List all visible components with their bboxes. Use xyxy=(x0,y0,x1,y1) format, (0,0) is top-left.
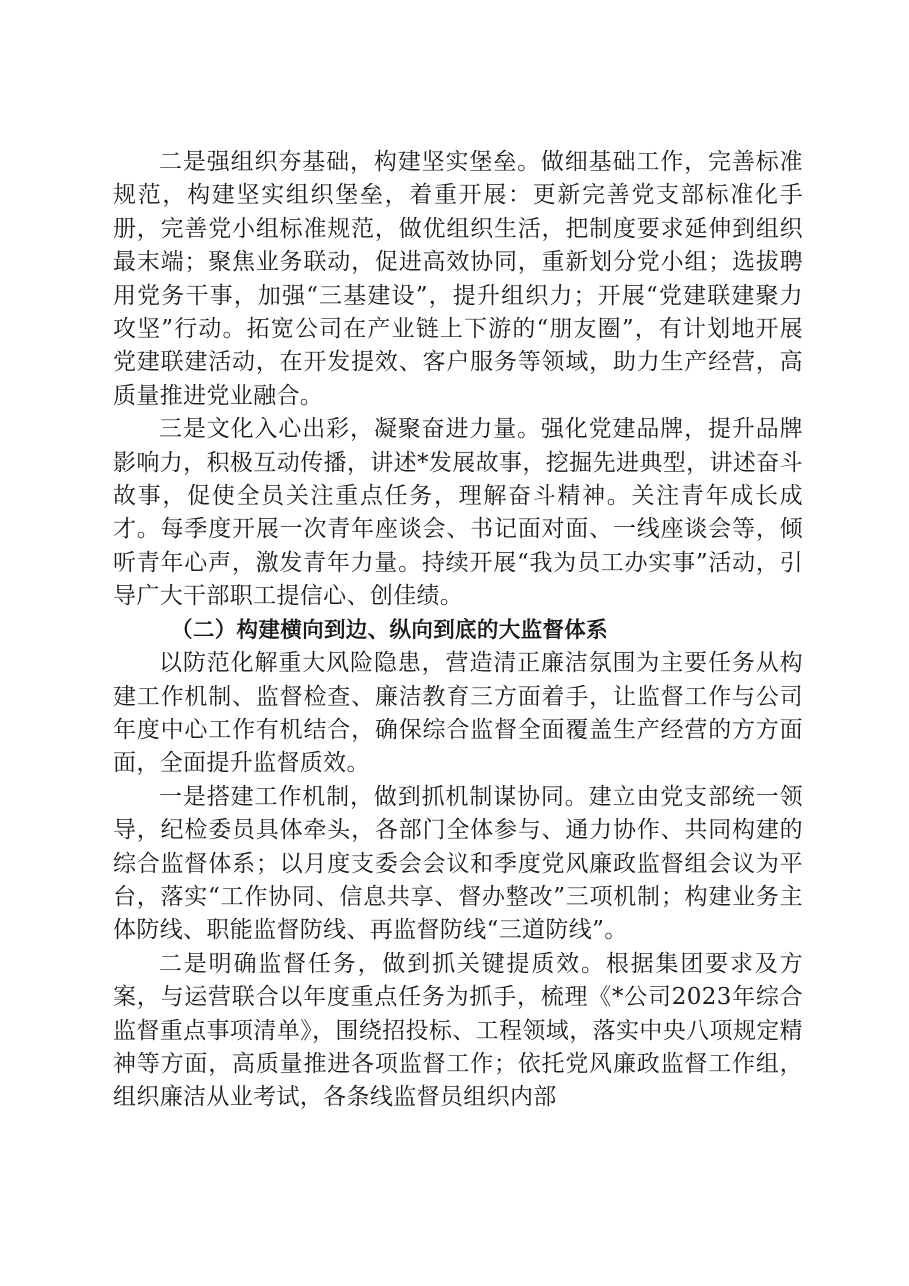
paragraph-supervision-intro: 以防范化解重大风险隐患，营造清正廉洁氛围为主要任务从构建工作机制、监督检查、廉洁教育三方面着手，让监督工作与公司年度中心工作有机结合，确保综合监督全面覆盖生产经营的方方面面，全面提升监督质效。 xyxy=(113,650,803,777)
paragraph-work-mechanism: 一是搭建工作机制，做到抓机制谋协同。建立由党支部统一领导，纪检委员具体牵头，各部门全体参与、通力协作、共同构建的综合监督体系；以月度支委会会议和季度党风廉政监督组会议为平台，落实“工作协同、信息共享、督办整改”三项机制；构建业务主体防线、职能监督防线、再监督防线“三道防线”。 xyxy=(113,783,803,944)
section-heading: （二）构建横向到边、纵向到底的大监督体系 xyxy=(171,617,609,643)
paragraph-supervision-tasks: 二是明确监督任务，做到抓关键提质效。根据集团要求及方案，与运营联合以年度重点任务为抓手，梳理《*公司2023年综合监督重点事项清单》，围绕招投标、工程领域，落实中央八项规定精神等方面，高质量推进各项监督工作；依托党风廉政监督工作组，组织廉洁从业考试，各条线监督员组织内部 xyxy=(113,950,803,1111)
document-body xyxy=(113,146,803,1115)
paragraph-culture: 三是文化入心出彩，凝聚奋进力量。强化党建品牌，提升品牌影响力，积极互动传播，讲述*发展故事，挖掘先进典型，讲述奋斗故事，促使全员关注重点任务，理解奋斗精神。关注青年成长成才。每季度开展一次青年座谈会、书记面对面、一线座谈会等，倾听青年心声，激发青年力量。持续开展“我为员工办实事”活动，引导广大干部职工提信心、创佳绩。 xyxy=(113,416,803,610)
paragraph-organization: 二是强组织夯基础，构建坚实堡垒。做细基础工作，完善标准规范，构建坚实组织堡垒，着重开展：更新完善党支部标准化手册，完善党小组标准规范，做优组织生活，把制度要求延伸到组织最末端；聚焦业务联动，促进高效协同，重新划分党小组；选拔聘用党务干事，加强“三基建设”，提升组织力；开展“党建联建聚力攻坚”行动。拓宽公司在产业链上下游的“朋友圈”，有计划地开展党建联建活动，在开发提效、客户服务等领域，助力生产经营，高质量推进党业融合。 xyxy=(113,149,803,409)
